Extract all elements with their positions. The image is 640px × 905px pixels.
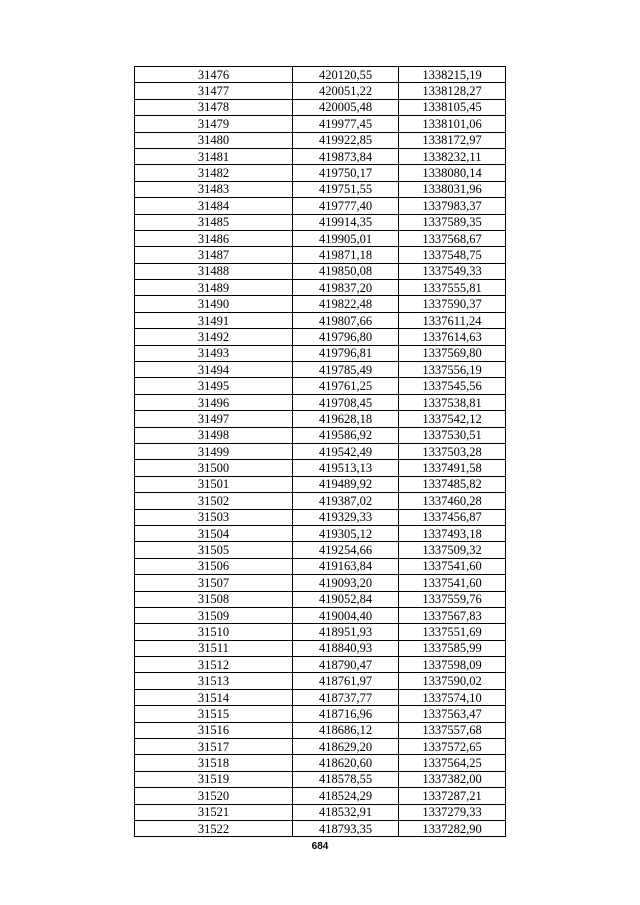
- point-number-cell: 31501: [135, 476, 293, 492]
- x-coordinate-cell: 419761,25: [293, 378, 399, 394]
- y-coordinate-cell: 1337549,33: [399, 263, 506, 279]
- table-row: [135, 132, 506, 148]
- x-coordinate-cell: 419708,45: [293, 394, 399, 410]
- table-row: [135, 788, 506, 804]
- point-number-cell: 31502: [135, 493, 293, 509]
- x-coordinate-cell: 418524,29: [293, 788, 399, 804]
- x-coordinate-cell: 418737,77: [293, 689, 399, 705]
- y-coordinate-cell: 1338101,06: [399, 116, 506, 132]
- x-coordinate-cell: 418793,35: [293, 820, 399, 836]
- y-coordinate-cell: 1337282,90: [399, 820, 506, 836]
- table-row: [135, 280, 506, 296]
- x-coordinate-cell: 419785,49: [293, 362, 399, 378]
- point-number-cell: 31519: [135, 771, 293, 787]
- table-row: [135, 443, 506, 459]
- point-number-cell: 31496: [135, 394, 293, 410]
- x-coordinate-cell: 418686,12: [293, 722, 399, 738]
- y-coordinate-cell: 1337572,65: [399, 739, 506, 755]
- point-number-cell: 31518: [135, 755, 293, 771]
- table-row: [135, 214, 506, 230]
- point-number-cell: 31508: [135, 591, 293, 607]
- y-coordinate-cell: 1337983,37: [399, 198, 506, 214]
- table-row: [135, 820, 506, 836]
- table-row: [135, 755, 506, 771]
- y-coordinate-cell: 1337556,19: [399, 362, 506, 378]
- point-number-cell: 31515: [135, 706, 293, 722]
- x-coordinate-cell: 420051,22: [293, 83, 399, 99]
- table-row: [135, 247, 506, 263]
- point-number-cell: 31500: [135, 460, 293, 476]
- table-row: [135, 411, 506, 427]
- point-number-cell: 31505: [135, 542, 293, 558]
- table-row: [135, 67, 506, 83]
- table-row: [135, 198, 506, 214]
- x-coordinate-cell: 419052,84: [293, 591, 399, 607]
- table-row: [135, 640, 506, 656]
- point-number-cell: 31494: [135, 362, 293, 378]
- x-coordinate-cell: 419254,66: [293, 542, 399, 558]
- x-coordinate-cell: 419871,18: [293, 247, 399, 263]
- point-number-cell: 31512: [135, 657, 293, 673]
- x-coordinate-cell: 418629,20: [293, 739, 399, 755]
- table-row: [135, 263, 506, 279]
- table-row: [135, 722, 506, 738]
- point-number-cell: 31481: [135, 148, 293, 164]
- x-coordinate-cell: 418761,97: [293, 673, 399, 689]
- table-row: [135, 575, 506, 591]
- x-coordinate-cell: 420005,48: [293, 99, 399, 115]
- y-coordinate-cell: 1338080,14: [399, 165, 506, 181]
- y-coordinate-cell: 1337287,21: [399, 788, 506, 804]
- point-number-cell: 31492: [135, 329, 293, 345]
- table-row: [135, 329, 506, 345]
- x-coordinate-cell: 419387,02: [293, 493, 399, 509]
- point-number-cell: 31489: [135, 280, 293, 296]
- y-coordinate-cell: 1337574,10: [399, 689, 506, 705]
- x-coordinate-cell: 418840,93: [293, 640, 399, 656]
- point-number-cell: 31513: [135, 673, 293, 689]
- x-coordinate-cell: 418578,55: [293, 771, 399, 787]
- x-coordinate-cell: 420120,55: [293, 67, 399, 83]
- x-coordinate-cell: 419796,80: [293, 329, 399, 345]
- table-row: [135, 804, 506, 820]
- x-coordinate-cell: 419777,40: [293, 198, 399, 214]
- table-row: [135, 542, 506, 558]
- table-row: [135, 689, 506, 705]
- y-coordinate-cell: 1338105,45: [399, 99, 506, 115]
- x-coordinate-cell: 419751,55: [293, 181, 399, 197]
- table-row: [135, 493, 506, 509]
- y-coordinate-cell: 1337491,58: [399, 460, 506, 476]
- coordinates-table: [134, 66, 506, 837]
- x-coordinate-cell: 418951,93: [293, 624, 399, 640]
- point-number-cell: 31510: [135, 624, 293, 640]
- x-coordinate-cell: 419977,45: [293, 116, 399, 132]
- table-row: [135, 345, 506, 361]
- table-row: [135, 378, 506, 394]
- point-number-cell: 31507: [135, 575, 293, 591]
- x-coordinate-cell: 419542,49: [293, 443, 399, 459]
- y-coordinate-cell: 1337485,82: [399, 476, 506, 492]
- point-number-cell: 31516: [135, 722, 293, 738]
- point-number-cell: 31495: [135, 378, 293, 394]
- x-coordinate-cell: 418532,91: [293, 804, 399, 820]
- y-coordinate-cell: 1337555,81: [399, 280, 506, 296]
- y-coordinate-cell: 1337503,28: [399, 443, 506, 459]
- point-number-cell: 31477: [135, 83, 293, 99]
- point-number-cell: 31476: [135, 67, 293, 83]
- table-row: [135, 657, 506, 673]
- y-coordinate-cell: 1337542,12: [399, 411, 506, 427]
- point-number-cell: 31483: [135, 181, 293, 197]
- y-coordinate-cell: 1338215,19: [399, 67, 506, 83]
- x-coordinate-cell: 419905,01: [293, 230, 399, 246]
- y-coordinate-cell: 1337567,83: [399, 607, 506, 623]
- table-row: [135, 509, 506, 525]
- y-coordinate-cell: 1338031,96: [399, 181, 506, 197]
- table-row: [135, 673, 506, 689]
- point-number-cell: 31498: [135, 427, 293, 443]
- x-coordinate-cell: 419163,84: [293, 558, 399, 574]
- y-coordinate-cell: 1337541,60: [399, 558, 506, 574]
- x-coordinate-cell: 419750,17: [293, 165, 399, 181]
- x-coordinate-cell: 419093,20: [293, 575, 399, 591]
- y-coordinate-cell: 1337590,37: [399, 296, 506, 312]
- y-coordinate-cell: 1337564,25: [399, 755, 506, 771]
- table-row: [135, 607, 506, 623]
- y-coordinate-cell: 1337563,47: [399, 706, 506, 722]
- table-row: [135, 362, 506, 378]
- point-number-cell: 31499: [135, 443, 293, 459]
- table-row: [135, 116, 506, 132]
- y-coordinate-cell: 1337589,35: [399, 214, 506, 230]
- table-row: [135, 558, 506, 574]
- point-number-cell: 31486: [135, 230, 293, 246]
- y-coordinate-cell: 1337538,81: [399, 394, 506, 410]
- x-coordinate-cell: 419837,20: [293, 280, 399, 296]
- y-coordinate-cell: 1337557,68: [399, 722, 506, 738]
- point-number-cell: 31511: [135, 640, 293, 656]
- table-row: [135, 771, 506, 787]
- point-number-cell: 31503: [135, 509, 293, 525]
- x-coordinate-cell: 419628,18: [293, 411, 399, 427]
- x-coordinate-cell: 419305,12: [293, 525, 399, 541]
- coordinates-table-body: [135, 67, 506, 837]
- point-number-cell: 31521: [135, 804, 293, 820]
- point-number-cell: 31504: [135, 525, 293, 541]
- y-coordinate-cell: 1338128,27: [399, 83, 506, 99]
- y-coordinate-cell: 1337456,87: [399, 509, 506, 525]
- y-coordinate-cell: 1337545,56: [399, 378, 506, 394]
- y-coordinate-cell: 1337279,33: [399, 804, 506, 820]
- table-row: [135, 83, 506, 99]
- table-row: [135, 525, 506, 541]
- point-number-cell: 31490: [135, 296, 293, 312]
- table-row: [135, 148, 506, 164]
- table-row: [135, 591, 506, 607]
- x-coordinate-cell: 419586,92: [293, 427, 399, 443]
- table-row: [135, 460, 506, 476]
- y-coordinate-cell: 1337611,24: [399, 312, 506, 328]
- table-row: [135, 624, 506, 640]
- point-number-cell: 31479: [135, 116, 293, 132]
- y-coordinate-cell: 1338172,97: [399, 132, 506, 148]
- x-coordinate-cell: 419873,84: [293, 148, 399, 164]
- x-coordinate-cell: 419329,33: [293, 509, 399, 525]
- y-coordinate-cell: 1337493,18: [399, 525, 506, 541]
- table-row: [135, 165, 506, 181]
- point-number-cell: 31509: [135, 607, 293, 623]
- y-coordinate-cell: 1337541,60: [399, 575, 506, 591]
- table-row: [135, 394, 506, 410]
- table-row: [135, 230, 506, 246]
- point-number-cell: 31520: [135, 788, 293, 804]
- table-row: [135, 427, 506, 443]
- table-row: [135, 739, 506, 755]
- x-coordinate-cell: 419914,35: [293, 214, 399, 230]
- y-coordinate-cell: 1338232,11: [399, 148, 506, 164]
- point-number-cell: 31480: [135, 132, 293, 148]
- y-coordinate-cell: 1337551,69: [399, 624, 506, 640]
- point-number-cell: 31497: [135, 411, 293, 427]
- x-coordinate-cell: 419850,08: [293, 263, 399, 279]
- x-coordinate-cell: 418790,47: [293, 657, 399, 673]
- y-coordinate-cell: 1337569,80: [399, 345, 506, 361]
- point-number-cell: 31514: [135, 689, 293, 705]
- point-number-cell: 31485: [135, 214, 293, 230]
- y-coordinate-cell: 1337598,09: [399, 657, 506, 673]
- page-number: 684: [311, 841, 329, 852]
- y-coordinate-cell: 1337382,00: [399, 771, 506, 787]
- point-number-cell: 31488: [135, 263, 293, 279]
- y-coordinate-cell: 1337590,02: [399, 673, 506, 689]
- point-number-cell: 31491: [135, 312, 293, 328]
- y-coordinate-cell: 1337614,63: [399, 329, 506, 345]
- point-number-cell: 31517: [135, 739, 293, 755]
- table-row: [135, 181, 506, 197]
- y-coordinate-cell: 1337509,32: [399, 542, 506, 558]
- y-coordinate-cell: 1337568,67: [399, 230, 506, 246]
- x-coordinate-cell: 419513,13: [293, 460, 399, 476]
- y-coordinate-cell: 1337585,99: [399, 640, 506, 656]
- point-number-cell: 31478: [135, 99, 293, 115]
- table-row: [135, 99, 506, 115]
- table-row: [135, 312, 506, 328]
- x-coordinate-cell: 419807,66: [293, 312, 399, 328]
- x-coordinate-cell: 418620,60: [293, 755, 399, 771]
- y-coordinate-cell: 1337530,51: [399, 427, 506, 443]
- y-coordinate-cell: 1337559,76: [399, 591, 506, 607]
- point-number-cell: 31506: [135, 558, 293, 574]
- point-number-cell: 31493: [135, 345, 293, 361]
- point-number-cell: 31484: [135, 198, 293, 214]
- y-coordinate-cell: 1337460,28: [399, 493, 506, 509]
- point-number-cell: 31487: [135, 247, 293, 263]
- x-coordinate-cell: 419922,85: [293, 132, 399, 148]
- y-coordinate-cell: 1337548,75: [399, 247, 506, 263]
- point-number-cell: 31482: [135, 165, 293, 181]
- table-row: [135, 296, 506, 312]
- table-row: [135, 476, 506, 492]
- x-coordinate-cell: 419004,40: [293, 607, 399, 623]
- x-coordinate-cell: 419822,48: [293, 296, 399, 312]
- x-coordinate-cell: 418716,96: [293, 706, 399, 722]
- x-coordinate-cell: 419796,81: [293, 345, 399, 361]
- table-row: [135, 706, 506, 722]
- x-coordinate-cell: 419489,92: [293, 476, 399, 492]
- point-number-cell: 31522: [135, 820, 293, 836]
